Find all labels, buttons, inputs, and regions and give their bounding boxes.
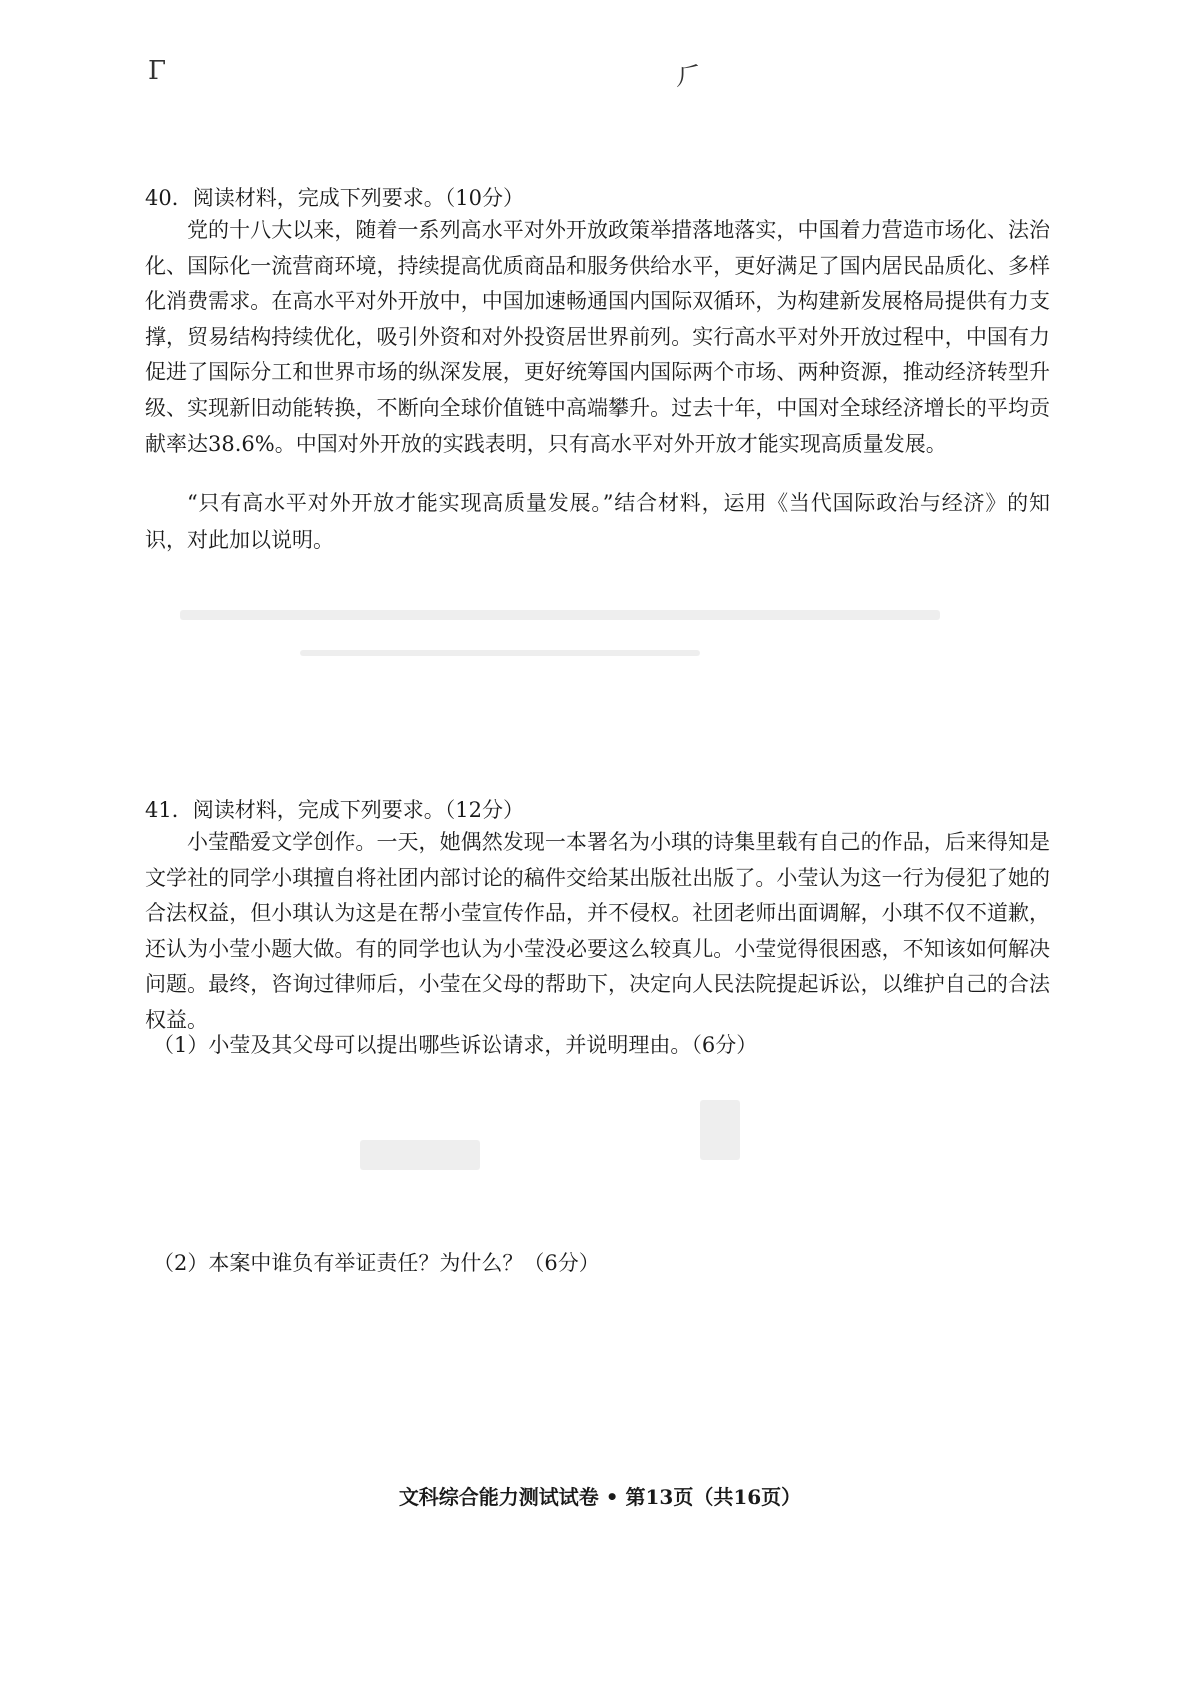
scan-smudge	[180, 610, 940, 620]
scan-smudge	[360, 1140, 480, 1170]
question-40-material: 党的十八大以来，随着一系列高水平对外开放政策举措落地落实，中国着力营造市场化、法治化、国际化一流营商环境，持续提高优质商品和服务供给水平，更好满足了国内居民品质化、多样化消费需求。在高水平对外开放中，中国加速畅通国内国际双循环，为构建新发展格局提供有力支撑，贸易结构持续优化，吸引外资和对外投资居世界前列。实行高水平对外开放过程中，中国有力促进了国际分工和世界市场的纵深发展，更好统筹国内国际两个市场、两种资源，推动经济转型升级、实现新旧动能转换，不断向全球价值链中高端攀升。过去十年，中国对全球经济增长的平均贡献率达38.6%。中国对外开放的实践表明，只有高水平对外开放才能实现高质量发展。	[145, 218, 1050, 456]
scan-mark-top-center: ⺁	[676, 62, 703, 92]
question-41-sub-2: （2）本案中谁负有举证责任？为什么？（6分）	[153, 1251, 600, 1275]
scan-smudge	[700, 1100, 740, 1160]
scan-smudge	[300, 650, 700, 656]
question-40-heading: 40．阅读材料，完成下列要求。（10分）	[145, 186, 524, 210]
page-footer: 文科综合能力测试试卷 • 第13页（共16页）	[398, 1485, 802, 1509]
question-41-heading: 41．阅读材料，完成下列要求。（12分）	[145, 798, 524, 822]
question-41-material: 小莹酷爱文学创作。一天，她偶然发现一本署名为小琪的诗集里载有自己的作品，后来得知是文学社的同学小琪擅自将社团内部讨论的稿件交给某出版社出版了。小莹认为这一行为侵犯了她的合法权益，但小琪认为这是在帮小莹宣传作品，并不侵权。社团老师出面调解，小琪不仅不道歉，还认为小莹小题大做。有的同学也认为小莹没必要这么较真儿。小莹觉得很困惑，不知该如何解决问题。最终，咨询过律师后，小莹在父母的帮助下，决定向人民法院提起诉讼，以维护自己的合法权益。	[145, 830, 1050, 1032]
question-40-prompt: “只有高水平对外开放才能实现高质量发展。”结合材料，运用《当代国际政治与经济》的知识，对此加以说明。	[145, 491, 1050, 552]
question-41-sub-1: （1）小莹及其父母可以提出哪些诉讼请求，并说明理由。（6分）	[153, 1033, 758, 1057]
scan-mark-top-left: Γ	[148, 56, 167, 86]
